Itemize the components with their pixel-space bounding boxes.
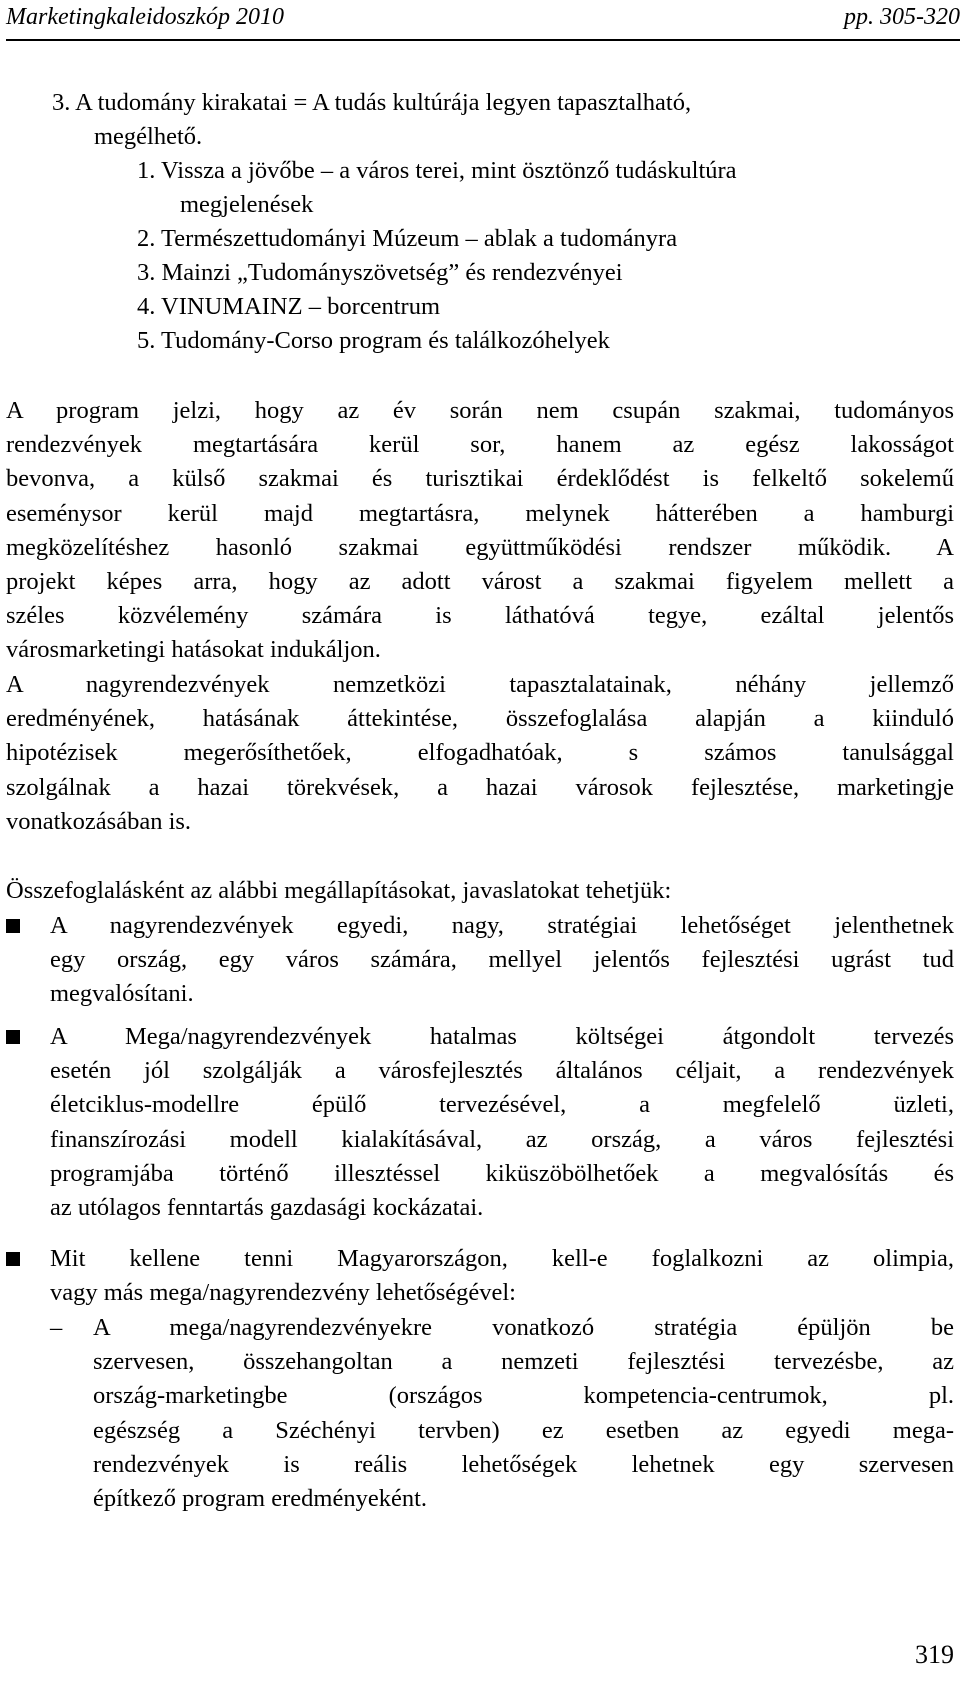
paragraph-line: hipotézisek megerősíthetőek, elfogadhatóak, s számos tanulsággal (6, 739, 954, 767)
bullet-line: A Mega/nagyrendezvények hatalmas költségei átgondolt tervezés (50, 1023, 954, 1050)
bullet-item-2 (50, 1020, 954, 1225)
page-header (0, 0, 960, 42)
bullet-item-1 (50, 909, 954, 1012)
dash-line: szervesen, összehangoltan a nemzeti fejlesztési tervezésbe, az (93, 1348, 954, 1376)
paragraph-line: projekt képes arra, hogy az adott várost a szakmai figyelem mellett a (6, 567, 954, 595)
outline-item-3-cont: megélhető. (94, 123, 203, 150)
square-bullet-icon (6, 1030, 20, 1044)
paragraph-line: bevonva, a külső szakmai és turisztikai érdeklődést is felkeltő sokelemű (6, 465, 954, 493)
header-rule (6, 39, 960, 41)
outline-subitem-3: 3. Mainzi „Tudományszövetség” és rendezvényei (137, 259, 623, 286)
dash-line: rendezvények is reális lehetőségek lehetnek egy szervesen (93, 1450, 954, 1478)
bullet-line: egy ország, egy város számára, mellyel jelentős fejlesztési ugrást tud (50, 946, 954, 974)
journal-title: Marketingkaleidoszkóp 2010 (6, 4, 284, 30)
dash-item (93, 1311, 954, 1516)
dash-line: építkező program eredményeként. (93, 1484, 428, 1512)
paragraph-line: A nagyrendezvények nemzetközi tapasztalatainak, néhány jellemző (6, 671, 954, 698)
bullet-line: finanszírozási modell kialakításával, az ország, a város fejlesztési (50, 1125, 954, 1153)
paragraph-line: eseménysor kerül majd megtartásra, melynek hátterében a hamburgi (6, 499, 954, 527)
paragraph-line: megközelítéshez hasonló szakmai együttműködési rendszer működik. A (6, 533, 954, 561)
paragraph-experience (6, 668, 954, 839)
outline-subitem-1-cont: megjelenések (180, 191, 314, 218)
bullet-item-3 (50, 1242, 954, 1310)
outline-subitem-1: 1. Vissza a jövőbe – a város terei, mint ösztönző tudáskultúra (137, 157, 737, 184)
paragraph-line: városmarketingi hatásokat indukáljon. (6, 636, 381, 664)
bullet-line: Mit kellene tenni Magyarországon, kell-e foglalkozni az olimpia, (50, 1245, 954, 1272)
square-bullet-icon (6, 1252, 20, 1266)
dash-marker: – (50, 1314, 63, 1341)
dash-line: A mega/nagyrendezvényekre vonatkozó stratégia épüljön be (93, 1314, 954, 1341)
paragraph-line: szolgálnak a hazai törekvések, a hazai városok fejlesztése, marketingje (6, 773, 954, 801)
bullet-line: életciklus-modellre épülő tervezésével, a megfelelő üzleti, (50, 1091, 954, 1119)
bullet-line: esetén jól szolgálják a városfejlesztés általános céljait, a rendezvények (50, 1057, 954, 1085)
paragraph-line: eredményének, hatásának áttekintése, összefoglalása alapján a kiinduló (6, 705, 954, 733)
paragraph-line: széles közvélemény számára is láthatóvá tegye, ezáltal jelentős (6, 602, 954, 630)
paragraph-line: vonatkozásában is. (6, 807, 192, 835)
bullet-line: vagy más mega/nagyrendezvény lehetőségével: (50, 1279, 516, 1307)
page-number: 319 (915, 1640, 954, 1669)
square-bullet-icon (6, 919, 20, 933)
bullet-line: A nagyrendezvények egyedi, nagy, stratégiai lehetőséget jelenthetnek (50, 912, 954, 939)
outline-item-3: 3. A tudomány kirakatai = A tudás kultúrája legyen tapasztalható, (52, 89, 692, 116)
outline-subitem-2: 2. Természettudományi Múzeum – ablak a tudományra (137, 225, 678, 252)
page-range: pp. 305-320 (844, 4, 960, 30)
outline-subitem-4: 4. VINUMAINZ – borcentrum (137, 293, 441, 320)
paragraph-line: A program jelzi, hogy az év során nem csupán szakmai, tudományos (6, 397, 954, 424)
bullet-line: programjába történő illesztéssel kiküszöbölhetőek a megvalósítás és (50, 1159, 954, 1187)
bullet-line: megvalósítani. (50, 980, 194, 1008)
bullet-line: az utólagos fenntartás gazdasági kockázatai. (50, 1193, 484, 1221)
paragraph-program (6, 394, 954, 668)
dash-line: ország-marketingbe (országos kompetencia-centrumok, pl. (93, 1382, 954, 1410)
summary-intro: Összefoglalásként az alábbi megállapításokat, javaslatokat tehetjük: (6, 877, 672, 904)
outline-subitem-5: 5. Tudomány-Corso program és találkozóhelyek (137, 327, 610, 354)
dash-line: egészség a Széchényi tervben) ez esetben az egyedi mega- (93, 1416, 954, 1444)
paragraph-line: rendezvények megtartására kerül sor, hanem az egész lakosságot (6, 431, 954, 459)
